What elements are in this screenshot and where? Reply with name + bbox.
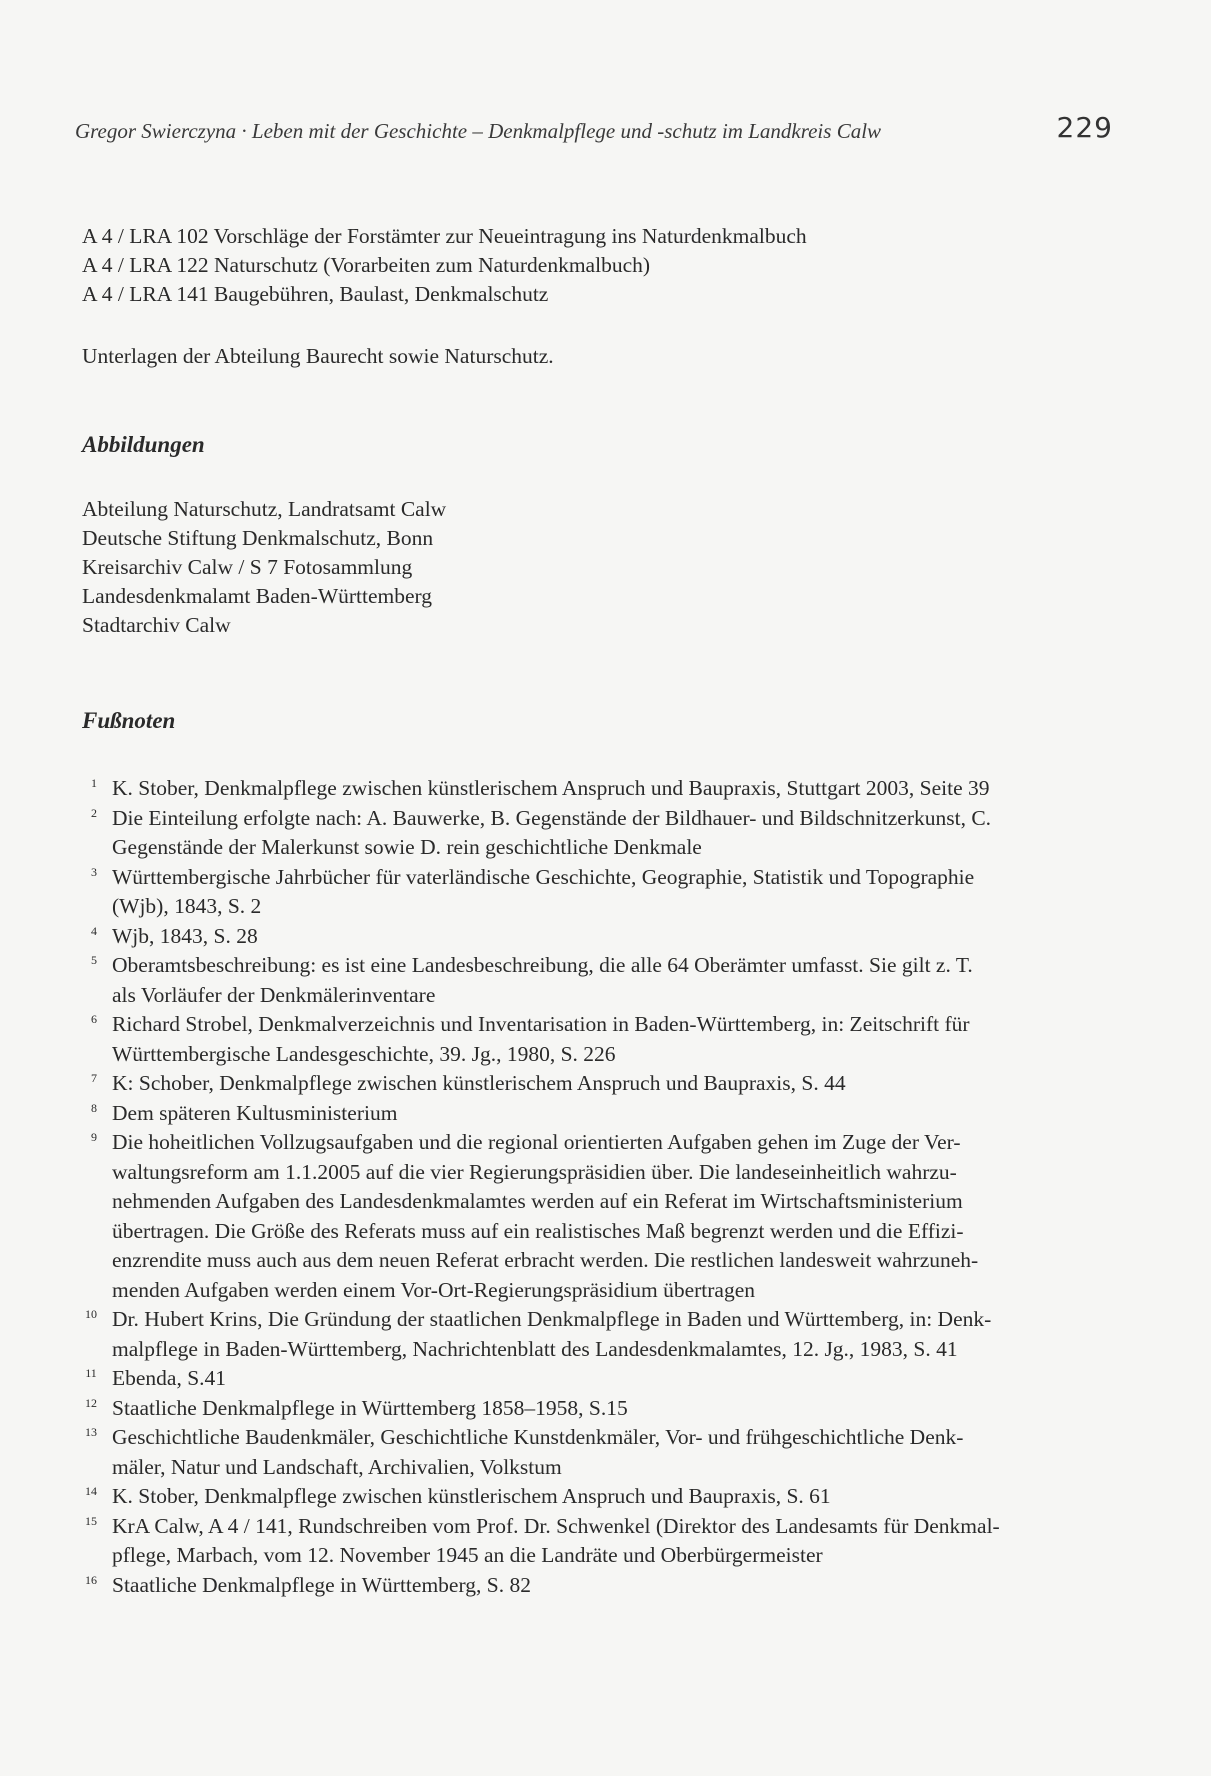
footnote-line: (Wjb), 1843, S. 2	[112, 894, 262, 918]
footnote-text	[112, 1099, 1108, 1129]
footnote-line: übertragen. Die Größe des Referats muss auf ein realistisches Maß begrenzt werden und die Effizi-	[112, 1218, 964, 1243]
footnote-line: Dem späteren Kultusministerium	[112, 1100, 398, 1125]
footnote-text	[112, 922, 1108, 952]
footnote-line: menden Aufgaben werden einem Vor-Ort-Regierungspräsidium übertragen	[112, 1277, 755, 1302]
footnote	[82, 1512, 1108, 1571]
footnote-line: Württembergische Jahrbücher für vaterländische Geschichte, Geographie, Statistik und Topographie	[112, 864, 975, 889]
running-title: Gregor Swierczyna · Leben mit der Geschichte – Denkmalpflege und -schutz im Landkreis Calw	[75, 119, 882, 143]
footnote-line: Die hoheitlichen Vollzugsaufgaben und die regional orientierten Aufgaben gehen im Zuge der Ver-	[112, 1130, 961, 1154]
footnote-line: Dr. Hubert Krins, Die Gründung der staatlichen Denkmalpflege in Baden und Württemberg, in: Denk-	[112, 1307, 992, 1331]
footnote-line: K: Schober, Denkmalpflege zwischen künstlerischem Anspruch und Baupraxis, S. 44	[112, 1071, 846, 1095]
footnote-text	[112, 1394, 1108, 1424]
footnote	[82, 922, 1108, 952]
footnote-line: Oberamtsbeschreibung: es ist eine Landesbeschreibung, die alle 64 Oberämter umfasst. Sie gilt z. T.	[112, 953, 973, 977]
footnote-line: enzrendite muss auch aus dem neuen Referat erbracht werden. Die restlichen landesweit wahrzuneh-	[112, 1248, 979, 1272]
footnote-number: 15	[85, 1513, 97, 1528]
footnote-number: 16	[85, 1572, 97, 1587]
footnote-line: KrA Calw, A 4 / 141, Rundschreiben vom Prof. Dr. Schwenkel (Direktor des Landesamts für Denkmal-	[112, 1513, 1000, 1538]
image-credit: Kreisarchiv Calw / S 7 Fotosammlung	[82, 555, 413, 579]
archive-entry: A 4 / LRA 122 Naturschutz (Vorarbeiten zum Naturdenkmalbuch)	[82, 253, 651, 277]
footnote-number: 1	[91, 776, 97, 790]
footnote-line: malpflege in Baden-Württemberg, Nachrichtenblatt des Landesdenkmalamtes, 12. Jg., 1983, S. 41	[112, 1336, 958, 1361]
footnote-number: 4	[91, 923, 97, 938]
archive-entry: A 4 / LRA 141 Baugebühren, Baulast, Denkmalschutz	[82, 282, 549, 306]
footnote-text	[112, 951, 1108, 1010]
footnote-text	[112, 1128, 1108, 1305]
footnote	[82, 774, 1108, 804]
footnote-text	[112, 1512, 1108, 1571]
footnote-text	[112, 863, 1108, 922]
footnote	[82, 1099, 1108, 1129]
footnote-text	[112, 1010, 1108, 1069]
footnote	[82, 804, 1108, 863]
footnote-text	[112, 1571, 1108, 1601]
footnote-line: Staatliche Denkmalpflege in Württemberg 1858–1958, S.15	[112, 1395, 628, 1420]
footnote-number: 11	[85, 1366, 97, 1380]
footnote-number: 8	[91, 1100, 97, 1115]
footnote	[82, 1128, 1108, 1305]
footnote-number: 12	[85, 1395, 97, 1410]
image-credit: Deutsche Stiftung Denkmalschutz, Bonn	[82, 526, 434, 550]
footnote-line: nehmenden Aufgaben des Landesdenkmalamtes werden auf ein Referat im Wirtschaftsministerium	[112, 1189, 963, 1213]
image-credits-list	[82, 495, 446, 640]
image-credit: Stadtarchiv Calw	[82, 613, 231, 637]
footnote-text	[112, 1423, 1108, 1482]
footnote-number: 2	[91, 805, 97, 820]
footnotes-list	[82, 774, 1108, 1600]
page-number: 229	[1056, 111, 1113, 144]
footnote-line: waltungsreform am 1.1.2005 auf die vier Regierungspräsidien über. Die landeseinheitlich wahrzu-	[112, 1159, 957, 1184]
footnote-number: 13	[85, 1425, 97, 1439]
footnote-number: 6	[91, 1012, 97, 1026]
footnote-text	[112, 804, 1108, 863]
footnote-line: Richard Strobel, Denkmalverzeichnis und Inventarisation in Baden-Württemberg, in: Zeitschrift für	[112, 1012, 970, 1036]
abbildungen-heading: Abbildungen	[82, 432, 205, 457]
footnote-number: 9	[91, 1130, 97, 1144]
footnote-line: Die Einteilung erfolgte nach: A. Bauwerke, B. Gegenstände der Bildhauer- und Bildschnitzerkunst, C.	[112, 805, 992, 830]
footnote	[82, 1305, 1108, 1364]
footnote	[82, 1394, 1108, 1424]
footnote-line: K. Stober, Denkmalpflege zwischen künstlerischem Anspruch und Baupraxis, S. 61	[112, 1484, 831, 1508]
image-credit: Abteilung Naturschutz, Landratsamt Calw	[82, 497, 447, 521]
footnote-number: 7	[91, 1071, 97, 1085]
footnote-line: K. Stober, Denkmalpflege zwischen künstlerischem Anspruch und Baupraxis, Stuttgart 2003, Seite 39	[112, 776, 990, 800]
footnote	[82, 1010, 1108, 1069]
fussnoten-heading: Fußnoten	[82, 708, 176, 733]
footnote-number: 5	[91, 953, 97, 967]
image-credit: Landesdenkmalamt Baden-Württemberg	[82, 584, 433, 608]
footnote	[82, 863, 1108, 922]
footnote	[82, 1482, 1108, 1512]
footnote-line: Wjb, 1843, S. 28	[112, 923, 258, 948]
footnote-number: 10	[85, 1307, 97, 1321]
footnote-line: mäler, Natur und Landschaft, Archivalien, Volkstum	[112, 1454, 562, 1479]
footnote-line: Geschichtliche Baudenkmäler, Geschichtliche Kunstdenkmäler, Vor- und frühgeschichtliche Denk-	[112, 1425, 964, 1449]
archive-list	[82, 222, 1102, 309]
footnote-line: Gegenstände der Malerkunst sowie D. rein geschichtliche Denkmale	[112, 835, 702, 859]
footnote-line: als Vorläufer der Denkmälerinventare	[112, 982, 436, 1007]
footnote	[82, 1364, 1108, 1394]
footnote-number: 3	[91, 864, 97, 879]
footnote-text	[112, 774, 1108, 804]
footnote	[82, 1571, 1108, 1601]
footnote-line: pflege, Marbach, vom 12. November 1945 an die Landräte und Oberbürgermeister	[112, 1543, 823, 1567]
footnote-text	[112, 1305, 1108, 1364]
footnote-line: Ebenda, S.41	[112, 1366, 227, 1390]
footnote-number: 14	[85, 1484, 97, 1498]
footnote	[82, 1069, 1108, 1099]
footnote	[82, 951, 1108, 1010]
footnote-text	[112, 1069, 1108, 1099]
footnote-text	[112, 1482, 1108, 1512]
running-header	[75, 111, 1115, 151]
footnote-line: Staatliche Denkmalpflege in Württemberg, S. 82	[112, 1572, 531, 1597]
footnote-line: Württembergische Landesgeschichte, 39. Jg., 1980, S. 226	[112, 1041, 616, 1066]
archive-entry: A 4 / LRA 102 Vorschläge der Forstämter zur Neueintragung ins Naturdenkmalbuch	[82, 224, 807, 248]
footnote-text	[112, 1364, 1108, 1394]
archive-note: Unterlagen der Abteilung Baurecht sowie Naturschutz.	[82, 344, 554, 368]
footnote	[82, 1423, 1108, 1482]
